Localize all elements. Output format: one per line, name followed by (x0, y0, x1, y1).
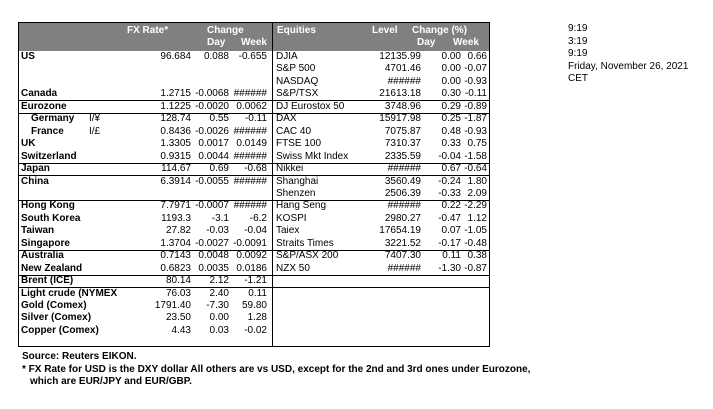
region-label: US (21, 51, 35, 62)
fx-day-change: 0.0048 (198, 250, 229, 262)
fx-day-change: -0.0026 (195, 125, 229, 137)
equity-name: S&P/ASX 200 (276, 250, 339, 262)
fx-day-change: 2.12 (209, 275, 229, 287)
equity-day-change: 0.00 (441, 63, 461, 75)
timestamp-line: 3:19 (568, 35, 588, 47)
equity-level: ###### (387, 262, 421, 274)
region-label: Copper (Comex) (21, 324, 99, 336)
equity-name: Shenzen (276, 187, 316, 199)
fx-rate: 4.43 (171, 324, 191, 336)
equity-week-change: -0.11 (464, 88, 487, 100)
timestamp-line: 9:19 (568, 48, 588, 59)
region-label: Canada (21, 88, 58, 100)
equity-level: 2506.39 (384, 187, 421, 199)
equity-day-change: -0.47 (438, 212, 461, 224)
equity-level: ###### (387, 75, 421, 87)
header-fx-rate: FX Rate* (127, 25, 169, 36)
fx-rate: 0.8436 (160, 125, 191, 137)
region-label: Light crude (NYMEX (21, 287, 118, 299)
equity-name: NZX 50 (276, 262, 310, 274)
equity-week-change: -1.87 (464, 113, 487, 125)
region-label: Germany (31, 113, 75, 125)
equity-week-change: -0.93 (464, 75, 487, 87)
equity-week-change: 1.12 (467, 212, 487, 224)
fx-day-change: 0.69 (209, 163, 229, 175)
header-week: Week (241, 37, 267, 48)
equity-day-change: 0.48 (441, 125, 461, 137)
fx-rate: 1193.3 (161, 212, 191, 224)
fx-rate: 1.3305 (160, 138, 191, 150)
fx-rate: 7.7971 (160, 200, 191, 212)
equity-day-change: 0.25 (441, 113, 461, 125)
equity-name: Taiex (276, 225, 300, 237)
equity-level: 7310.37 (384, 138, 421, 150)
fx-rate: 1791.40 (154, 300, 191, 311)
fx-rate: 1.2715 (160, 88, 191, 100)
equity-level: 7407.30 (384, 250, 421, 262)
fx-week-change: -6.2 (249, 212, 267, 224)
equity-level: 4701.46 (384, 63, 421, 75)
equity-week-change: -1.05 (464, 225, 487, 237)
table-row (19, 312, 489, 324)
fx-day-change: 0.0017 (198, 138, 229, 150)
equity-week-change: -0.87 (464, 262, 487, 274)
footer-note-2: which are EUR/JPY and EUR/GBP. (30, 376, 192, 387)
market-table (18, 22, 490, 347)
fx-week-change: 0.0062 (236, 100, 267, 112)
fx-week-change: 59.80 (241, 300, 267, 311)
equity-name: DAX (276, 113, 297, 125)
region-label: France (31, 125, 64, 137)
header-day: Day (207, 37, 226, 48)
equity-level: 15917.98 (379, 113, 421, 125)
fx-rate: 0.6823 (160, 262, 191, 274)
table-row (19, 275, 489, 287)
fx-day-change: -0.0027 (195, 237, 229, 249)
equity-level: 2335.59 (384, 150, 421, 162)
equity-name: CAC 40 (276, 125, 312, 137)
fx-week-change: ###### (233, 175, 267, 187)
table-row (19, 151, 489, 163)
region-label: Silver (Comex) (21, 312, 92, 324)
fx-week-change: 0.0186 (236, 262, 267, 274)
table-row (19, 238, 489, 250)
table-row (19, 288, 489, 300)
table-row (19, 88, 489, 100)
equity-week-change: -1.58 (464, 150, 487, 162)
region-label: Australia (21, 250, 64, 262)
fx-day-change: 0.00 (209, 312, 229, 324)
table-row (19, 113, 489, 125)
fx-week-change: ###### (233, 150, 267, 162)
fx-week-change: -0.68 (244, 163, 267, 175)
table-row (19, 263, 489, 275)
currency-pair: I/£ (89, 125, 101, 137)
equity-name: FTSE 100 (276, 138, 322, 150)
equity-day-change: 0.11 (442, 250, 461, 262)
fx-day-change: -3.1 (211, 212, 229, 224)
region-label: Hong Kong (21, 200, 75, 212)
fx-week-change: 0.0092 (236, 250, 267, 262)
equity-name: DJ Eurostox 50 (276, 100, 345, 112)
fx-week-change: 1.28 (247, 312, 267, 324)
fx-day-change: 0.088 (203, 51, 229, 62)
equity-name: Straits Times (276, 237, 334, 249)
region-label: Eurozone (21, 100, 67, 112)
timestamp-line: CET (568, 73, 588, 84)
fx-week-change: -0.11 (244, 113, 267, 125)
table-row (19, 163, 489, 175)
equity-level: 3221.52 (384, 237, 421, 249)
table-row (19, 101, 489, 113)
equity-week-change: -0.89 (464, 100, 487, 112)
region-label: Japan (21, 163, 50, 175)
equity-level: 7075.87 (384, 125, 421, 137)
fx-day-change: -0.03 (206, 225, 229, 237)
table-row (19, 63, 489, 75)
fx-week-change: -0.02 (244, 324, 267, 336)
header-equities: Equities (277, 25, 316, 36)
equity-day-change: -0.33 (438, 187, 461, 199)
equity-name: Nikkei (276, 163, 304, 175)
table-row (19, 200, 489, 212)
header-eq-week: Week (453, 37, 479, 48)
equity-day-change: 0.22 (441, 200, 461, 212)
fx-day-change: 0.0035 (198, 262, 229, 274)
fx-week-change: -0.655 (238, 51, 267, 62)
equity-level: 2980.27 (384, 212, 421, 224)
fx-week-change: ###### (233, 88, 267, 100)
fx-day-change: 0.03 (209, 324, 229, 336)
equity-level: ###### (387, 200, 421, 212)
equity-level: 3560.49 (384, 175, 421, 187)
timestamp-line: Friday, November 26, 2021 (568, 60, 689, 72)
fx-rate: 114.67 (161, 163, 191, 175)
header-eq-day: Day (417, 37, 436, 48)
equity-day-change: 0.07 (441, 225, 461, 237)
region-label: Gold (Comex) (21, 300, 87, 311)
equity-level: 17654.19 (379, 225, 421, 237)
equity-name: Hang Seng (276, 200, 327, 212)
equity-level: 3748.96 (384, 100, 421, 112)
fx-day-change: 0.55 (209, 113, 229, 125)
fx-rate: 0.7143 (160, 250, 191, 262)
region-label: Singapore (21, 237, 70, 249)
region-label: China (21, 175, 49, 187)
region-label: UK (21, 138, 36, 150)
equity-level: 12135.99 (379, 51, 421, 62)
fx-rate: 23.50 (165, 312, 191, 324)
region-label: Switzerland (21, 150, 77, 162)
equity-week-change: -0.93 (464, 125, 487, 137)
fx-day-change: -0.0020 (195, 100, 229, 112)
fx-day-change: 2.40 (209, 287, 229, 299)
footer-source: Source: Reuters EIKON. (22, 351, 137, 362)
fx-rate: 1.1225 (160, 100, 191, 112)
equity-name: NASDAQ (276, 75, 319, 87)
fx-week-change: ###### (233, 200, 267, 212)
region-label: New Zealand (21, 262, 83, 274)
equity-day-change: 0.29 (441, 100, 461, 112)
fx-rate: 6.3914 (160, 175, 191, 187)
table-header (19, 23, 489, 51)
region-label: Taiwan (21, 225, 55, 237)
equity-week-change: 0.66 (467, 51, 487, 62)
equity-week-change: 0.38 (467, 250, 487, 262)
currency-pair: I/¥ (89, 113, 101, 125)
fx-day-change: -0.0068 (195, 88, 229, 100)
equity-day-change: -1.30 (438, 262, 461, 274)
fx-rate: 96.684 (160, 51, 191, 62)
fx-day-change: -7.30 (206, 300, 229, 311)
fx-rate: 0.9315 (160, 150, 191, 162)
equity-day-change: 0.00 (441, 51, 461, 62)
equity-name: KOSPI (276, 212, 307, 224)
equity-day-change: 0.33 (441, 138, 461, 150)
table-row (19, 213, 489, 225)
equity-name: Swiss Mkt Index (276, 150, 349, 162)
equity-name: Shanghai (276, 175, 319, 187)
table-row (19, 225, 489, 237)
header-change-pct: Change (%) (412, 25, 467, 36)
equity-week-change: -0.64 (464, 163, 487, 175)
equity-week-change: -2.29 (464, 200, 487, 212)
fx-day-change: -0.0055 (195, 175, 229, 187)
equity-level: 21613.18 (379, 88, 421, 100)
equity-day-change: 0.67 (441, 163, 461, 175)
equity-day-change: 0.30 (441, 88, 461, 100)
table-row (19, 188, 489, 200)
fx-day-change: 0.0044 (198, 150, 229, 162)
fx-week-change: -0.0091 (233, 237, 267, 249)
equity-day-change: 0.00 (441, 75, 461, 87)
timestamp-line: 9:19 (568, 23, 588, 34)
fx-rate: 128.74 (160, 113, 191, 125)
fx-rate: 27.82 (165, 225, 191, 237)
table-row (19, 51, 489, 63)
equity-day-change: -0.04 (438, 150, 461, 162)
equity-level: ###### (387, 163, 421, 175)
equity-week-change: 0.75 (467, 138, 487, 150)
header-level: Level (372, 25, 398, 36)
table-row (19, 325, 489, 337)
footer-note-1: * FX Rate for USD is the DXY dollar All others are vs USD, except for the 2nd and 3rd ones under Eurozone, (22, 364, 531, 375)
equity-name: S&P 500 (276, 63, 316, 75)
fx-rate: 76.03 (165, 287, 191, 299)
region-label: South Korea (21, 212, 81, 224)
equity-week-change: -0.48 (464, 237, 487, 249)
equity-name: DJIA (276, 51, 298, 62)
fx-week-change: -1.21 (244, 275, 267, 287)
header-change: Change (207, 25, 244, 36)
table-row (19, 138, 489, 150)
fx-week-change: 0.11 (248, 287, 267, 299)
table-row (19, 250, 489, 262)
fx-rate: 1.3704 (160, 237, 191, 249)
fx-week-change: 0.0149 (236, 138, 267, 150)
equity-name: S&P/TSX (276, 88, 319, 100)
table-row (19, 300, 489, 312)
equity-week-change: 2.09 (467, 187, 487, 199)
equity-week-change: 1.80 (467, 175, 487, 187)
fx-rate: 80.14 (165, 275, 191, 287)
equity-day-change: -0.17 (438, 237, 461, 249)
equity-day-change: -0.24 (438, 175, 461, 187)
fx-week-change: -0.04 (244, 225, 267, 237)
table-row (19, 176, 489, 188)
table-row (19, 76, 489, 88)
fx-day-change: -0.0007 (195, 200, 229, 212)
equity-week-change: -0.07 (464, 63, 487, 75)
column-divider (272, 23, 273, 346)
region-label: Brent (ICE) (21, 275, 74, 287)
table-row (19, 126, 489, 138)
fx-week-change: ###### (233, 125, 267, 137)
